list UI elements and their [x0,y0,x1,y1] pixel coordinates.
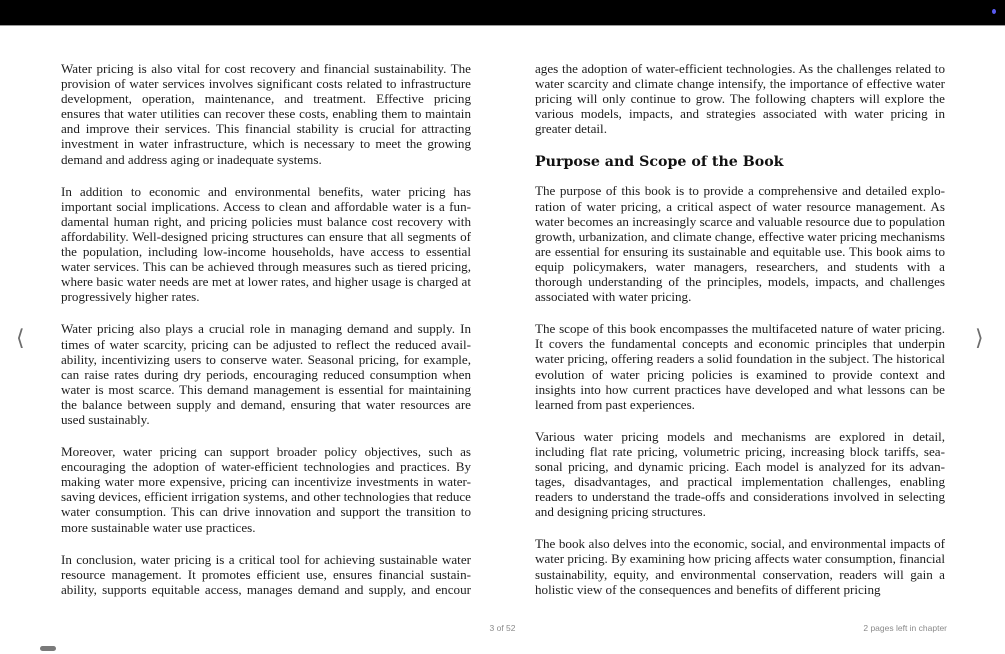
paragraph: Moreover, water pricing can support broader policy objectives, such as encouraging the adoption of water-efficient technologies and practices. By making water more expensive, pricing can incentivize investments in water-saving devices, efficient irrigation systems, and other technologies that reduce water consumption. This can drive innovation and support the transition to more sustainable water use practices. [61,444,471,535]
page-indicator: 3 of 52 [489,623,516,633]
previous-page-button[interactable] [16,326,25,352]
paragraph: Water pricing is also vital for cost recovery and financial sustainability. The provision of water services involves significant costs related to infrastructure development, operation, maintenance, and treatment. Effective pricing ensures that water utilities can recover these costs, enabling them to maintain and improve their services. This financial stability is crucial for attracting investment in water infrastructure, which is necessary to meet the growing demand and address aging or inadequate systems. [61,61,471,167]
left-page [61,61,471,614]
paragraph: Various water pricing models and mechanisms are explored in detail, including flat rate pricing, volumetric pricing, increasing block tariffs, seasonal pricing, and dynamic pricing. Each model is analyzed for its advantages, disadvantages, and practical implementation challenges, enabling readers to understand the trade-offs and considerations involved in selecting and designing pricing structures. [535,428,945,520]
home-indicator-handle[interactable] [40,646,56,651]
chevron-right-icon: ⟩ [975,326,984,351]
chevron-left-icon: ⟨ [16,326,25,351]
chapter-pages-remaining: 2 pages left in chapter [863,623,947,633]
status-bar [0,0,1005,26]
paragraph: In conclusion, water pricing is a critical tool for achieving sustainable water resource management. It promotes efficient use, ensures financial sustainability, supports equitable access, manages demand and supply, and encour [61,551,471,597]
paragraph: Water pricing also plays a crucial role in managing demand and supply. In times of water scarcity, pricing can be adjusted to reflect the reduced availability, incentivizing users to conserve water. Seasonal pricing, for example, can raise rates during dry periods, encouraging reduced consumption when water is most scarce. This demand management is essential for maintaining the balance between supply and demand, ensuring that water resources are used sustainably. [61,321,471,427]
paragraph: In addition to economic and environmental benefits, water pricing has important social implications. Access to clean and affordable water is a fundamental human right, and pricing policies must balance cost recovery with affordability. Well-designed pricing structures can ensure that all segments of the population, including low-income households, have access to essential water services. This can be achieved through measures such as tiered pricing, where basic water needs are met at lower rates, and higher usage is charged at progressively higher rates. [61,183,471,305]
paragraph: The scope of this book encompasses the multifaceted nature of water pricing. It covers the fundamental concepts and economic principles that underpin water pricing, offering readers a solid foundation in the subject. The historical evolution of water pricing policies is examined to provide context and insights into how current practices have developed and what lessons can be learned from past experiences. [535,321,945,412]
paragraph: The book also delves into the economic, social, and environmental impacts of water pricing. By examining how pricing affects water consumption, financial sustainability, equity, and environmental conservation, readers will gain a holistic view of the consequences and benefits of different pricing [535,536,945,597]
paragraph: ages the adoption of water-efficient technologies. As the challenges related to water scarcity and climate change intensify, the importance of effective water pricing will only continue to grow. The following chapters will explore the various models, impacts, and strategies associated with water pricing in greater detail. [535,61,945,137]
section-heading: Purpose and Scope of the Book [535,154,784,171]
paragraph: The purpose of this book is to provide a comprehensive and detailed exploration of water pricing, a critical aspect of water resource management. As water becomes an increasingly scarce and valuable resource due to population growth, urbanization, and climate change, effective water pricing mechanisms are essential for ensuring its sustainable and equitable use. This book aims to equip policymakers, water managers, researchers, and students with a thorough understanding of the principles, models, impacts, and challenges associated with water pricing. [535,183,945,305]
right-page [535,61,945,614]
next-page-button[interactable] [975,326,984,352]
camera-indicator-icon [992,9,996,14]
